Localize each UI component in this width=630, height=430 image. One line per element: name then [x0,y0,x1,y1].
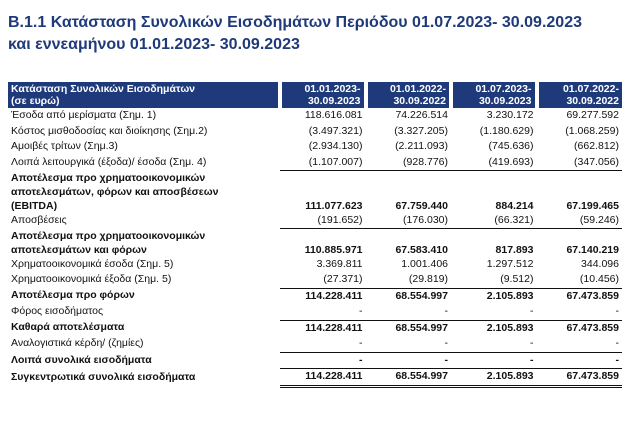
row-value: 110.885.971 [280,229,366,257]
row-value: (10.456) [579,273,619,285]
row-value: (3.497.321) [308,124,363,137]
row-value: (29.819) [408,273,448,285]
row-profit-before-tax [8,288,622,304]
row-value: 344.096 [581,257,619,270]
table-header-row [8,82,622,108]
row-value: 1.297.512 [486,257,534,270]
row-value: 3.230.172 [486,109,534,121]
row-value: (1.068.259) [565,124,619,137]
header-label-cell [8,82,280,108]
row-value: (191.652) [317,213,363,226]
row-value: (419.693) [488,155,534,168]
row-value: (176.030) [403,213,448,226]
row-ebitda [8,171,622,213]
header-period-2 [366,82,452,108]
row-value: 67.199.465 [537,171,623,213]
row-value: 114.228.411 [280,369,366,387]
row-value: 67.473.859 [537,288,623,304]
row-value: 67.759.440 [366,171,452,213]
header-label-line-1: Κατάσταση Συνολικών Εισοδημάτων [11,83,196,95]
row-value: 74.226.514 [395,109,448,121]
period-2-end: 30.09.2022 [393,95,446,107]
row-label: Αποτέλεσμα προ φόρων [11,289,135,302]
period-3-start: 01.07.2023- [475,83,532,95]
row-value: - [359,337,363,349]
row-value: 68.554.997 [366,320,452,336]
row-value: (3.327.205) [394,124,448,137]
row-label: Χρηματοοικονομικά έξοδα (Σημ. 5) [11,273,172,286]
row-value: 114.228.411 [280,320,366,336]
row-value: 68.554.997 [366,288,452,304]
period-1-start: 01.01.2023- [304,83,361,95]
row-value: - [444,337,448,349]
row-value: (9.512) [500,273,534,285]
row-net-result [8,320,622,336]
row-total-comprehensive [8,369,622,387]
row-value: (2.211.093) [395,140,448,152]
row-value: - [280,352,366,369]
row-value: 1.001.406 [401,257,448,270]
row-value: (59.246) [579,213,619,226]
row-depreciation [8,213,622,229]
heading-line-2: και εννεαμήνου 01.01.2023- 30.09.2023 [8,36,300,53]
row-value: 114.228.411 [280,288,366,304]
row-label-line: (EBITDA) [11,199,58,212]
row-income-tax [8,304,622,320]
header-period-4 [537,82,623,108]
row-finance-income [8,257,622,273]
row-value: - [530,337,534,349]
row-value: 67.583.410 [366,229,452,257]
row-value: - [451,352,537,369]
row-other-comprehensive [8,352,622,369]
row-value: (662.812) [574,140,619,152]
row-label [8,229,280,257]
row-label: Αποσβέσεις [11,213,67,226]
row-payroll-admin-cost [8,124,622,140]
row-value: (27.371) [323,273,363,285]
row-value: 68.554.997 [366,369,452,387]
heading-line-1: Β.1.1 Κατάσταση Συνολικών Εισοδημάτων Περιόδου 01.07.2023- 30.09.2023 [8,14,582,31]
row-value: 69.277.592 [566,109,619,121]
period-2-start: 01.01.2022- [389,83,446,95]
header-period-3 [451,82,537,108]
row-actuarial-gains [8,336,622,352]
row-value: 118.616.081 [304,109,363,121]
row-value: - [615,305,619,317]
row-value: - [366,352,452,369]
row-value: 111.077.623 [280,171,366,213]
row-value: (347.056) [574,155,619,168]
row-value: - [615,337,619,349]
row-value: 3.369.811 [316,257,363,270]
row-value: (66.321) [494,213,534,226]
period-4-start: 01.07.2022- [562,83,619,95]
row-value: - [530,305,534,317]
row-label-line: αποτελεσμάτων, φόρων και αποσβέσεων [11,185,219,198]
row-value: 2.105.893 [451,288,537,304]
row-value: 2.105.893 [451,369,537,387]
row-label: Αμοιβές τρίτων (Σημ.3) [11,140,118,152]
row-label: Λοιπά συνολικά εισοδήματα [11,353,152,366]
row-label: Καθαρά αποτελέσματα [11,321,125,334]
row-label: Κόστος μισθοδοσίας και διοίκησης (Σημ.2) [11,124,208,137]
row-value: 817.893 [451,229,537,257]
row-finance-expense [8,272,622,288]
row-value: 67.140.219 [537,229,623,257]
row-value: - [444,305,448,317]
row-value: (928.776) [403,155,448,168]
income-statement-table [8,82,622,388]
row-value: - [537,352,623,369]
row-label: Φόρος εισοδήματος [11,305,104,318]
period-1-end: 30.09.2023 [307,95,361,107]
row-label: Λοιπά λειτουργικά (έξοδα)/ έσοδα (Σημ. 4) [11,155,207,168]
row-label: Έσοδα από μερίσματα (Σημ. 1) [11,109,157,121]
row-label: Αναλογιστικά κέρδη/ (ζημίες) [11,337,144,350]
header-label-line-2: (σε ευρώ) [11,95,60,107]
header-period-1 [280,82,366,108]
row-ebit [8,229,622,257]
row-value: (2.934.130) [308,140,363,152]
row-value: 67.473.859 [537,369,623,387]
row-value: (745.636) [488,140,534,152]
row-value: 884.214 [451,171,537,213]
row-label [8,171,280,213]
row-label: Χρηματοοικονομικά έσοδα (Σημ. 5) [11,257,174,270]
period-3-end: 30.09.2023 [478,95,532,107]
row-value: 67.473.859 [537,320,623,336]
row-label-line: Αποτέλεσμα προ χρηματοοικονομικών [11,171,206,184]
row-value: 2.105.893 [451,320,537,336]
row-value: (1.180.629) [479,124,534,137]
row-value: - [359,305,363,317]
row-label-line: Αποτέλεσμα προ χρηματοοικονομικών [11,229,206,242]
row-value: (1.107.007) [308,155,363,168]
row-other-operating [8,155,622,171]
row-label-line: αποτελεσμάτων και φόρων [11,243,147,256]
section-heading [8,12,620,56]
row-dividend-income [8,108,622,124]
row-label: Συγκεντρωτικά συνολικά εισοδήματα [11,370,196,383]
period-4-end: 30.09.2022 [566,95,619,107]
row-third-party-fees [8,139,622,155]
